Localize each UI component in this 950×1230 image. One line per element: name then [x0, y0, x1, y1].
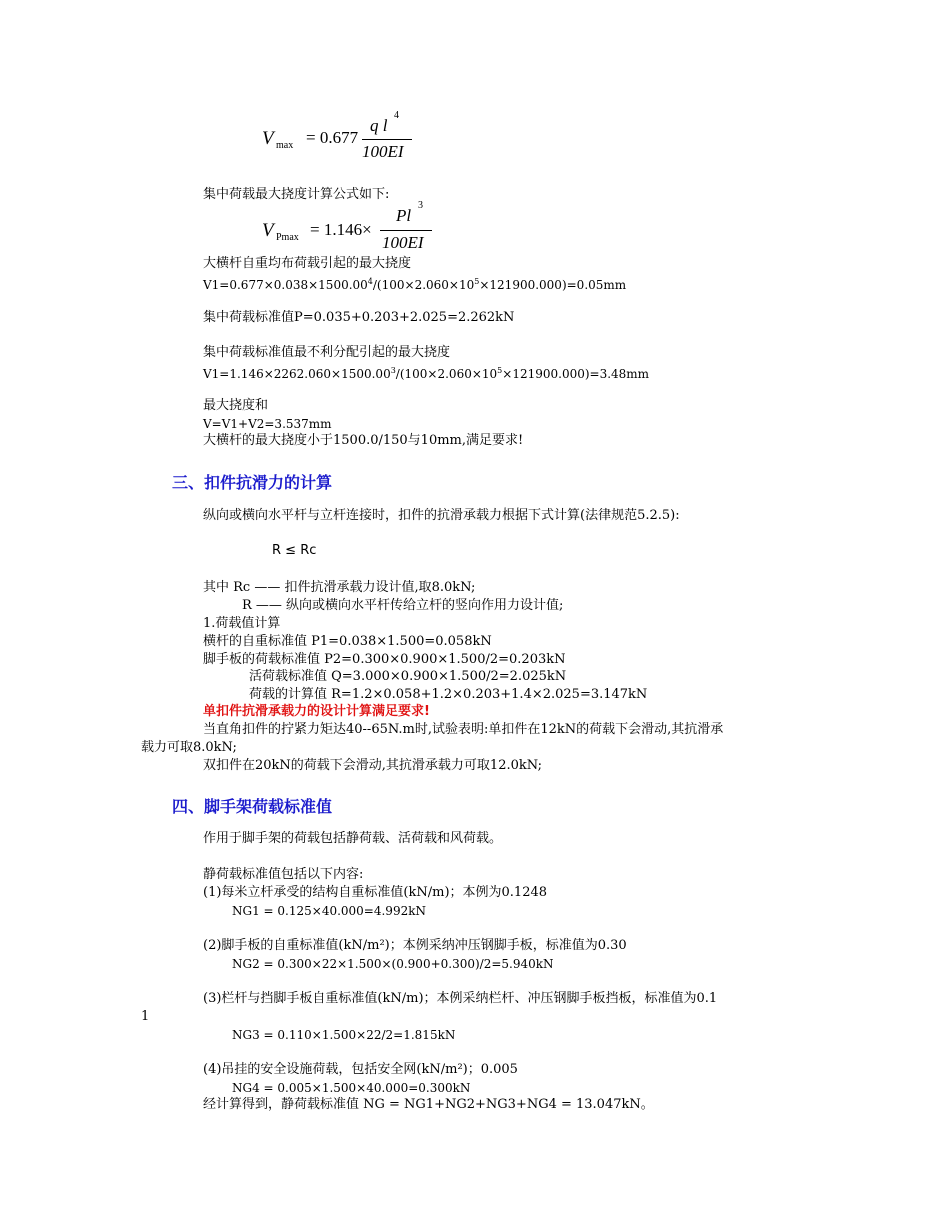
line-3b: /(100×2.060×10	[372, 278, 475, 292]
line-28: NG2 = 0.300×22×1.500×(0.900+0.300)/2=5.940kN	[232, 957, 554, 971]
section-4-heading: 四、脚手架荷载标准值	[172, 797, 333, 816]
line-6b: /(100×2.060×10	[395, 367, 498, 381]
line-1: 集中荷载最大挠度计算公式如下:	[203, 187, 390, 202]
line-2: 大横杆自重均布荷载引起的最大挠度	[203, 256, 412, 271]
vmax-coef: = 0.677	[306, 128, 359, 147]
line-5: 集中荷载标准值最不利分配引起的最大挠度	[203, 345, 451, 360]
line-25: (1)每米立杆承受的结构自重标准值(kN/m)；本例为0.1248	[203, 885, 548, 900]
line-33: NG4 = 0.005×1.500×40.000=0.300kN	[232, 1081, 471, 1095]
vmax-den: 100EI	[362, 142, 404, 161]
line-4: 集中荷载标准值P=0.035+0.203+2.025=2.262kN	[203, 310, 515, 325]
line-26: NG1 = 0.125×40.000=4.992kN	[232, 904, 426, 918]
vpmax-num-sup: 3	[418, 200, 423, 211]
vpmax-lhs-sub: Pmax	[276, 232, 299, 243]
line-6c: ×121900.000)=3.48mm	[502, 367, 650, 381]
line-17: 活荷载标准值 Q=3.000×0.900×1.500/2=2.025kN	[249, 669, 567, 684]
line-30: 1	[141, 1009, 150, 1024]
line-21: 载力可取8.0kN;	[141, 740, 237, 755]
vpmax-den: 100EI	[382, 233, 424, 252]
line-8: V=V1+V2=3.537mm	[203, 417, 332, 431]
line-15: 横杆的自重标准值 P1=0.038×1.500=0.058kN	[203, 634, 492, 649]
line-20: 当直角扣件的拧紧力矩达40--65N.m时,试验表明:单扣件在12kN的荷载下会滑动,其抗滑承	[203, 722, 724, 737]
line-13: R —— 纵向或横向水平杆传给立杆的竖向作用力设计值;	[242, 598, 564, 613]
vmax-lhs-sub: max	[276, 140, 294, 151]
line-14: 1.荷载值计算	[203, 616, 281, 631]
line-22: 双扣件在20kN的荷载下会滑动,其抗滑承载力可取12.0kN;	[203, 758, 543, 773]
line-29: (3)栏杆与挡脚手板自重标准值(kN/m)；本例采纳栏杆、冲压钢脚手板挡板，标准值为0.1	[203, 991, 718, 1006]
vmax-fraction-bar	[362, 139, 412, 140]
vmax-formula	[262, 110, 422, 166]
line-11: R ≤ Rc	[272, 543, 317, 558]
line-32: (4)吊挂的安全设施荷载，包括安全网(kN/m²)；0.005	[203, 1062, 518, 1077]
line-3c: ×121900.000)=0.05mm	[479, 278, 627, 292]
vpmax-num: Pl	[396, 206, 412, 225]
line-27: (2)脚手板的自重标准值(kN/m²)；本例采纳冲压钢脚手板，标准值为0.30	[203, 938, 627, 953]
vmax-num: q l	[370, 116, 388, 135]
line-7: 最大挠度和	[203, 398, 269, 413]
vmax-lhs: V	[262, 128, 274, 149]
line-19-conclusion: 单扣件抗滑承载力的设计计算满足要求!	[203, 704, 430, 719]
line-6: $V1=1.146\times 2262.060\times 1500.00^3/(100\times 2.060\times 10^5\times 121900.000)=3.48mm$	[203, 366, 650, 381]
line-16: 脚手板的荷载标准值 P2=0.300×0.900×1.500/2=0.203kN	[203, 652, 566, 667]
vpmax-lhs: V	[262, 220, 274, 241]
line-10: 纵向或横向水平杆与立杆连接时，扣件的抗滑承载力根据下式计算(法律规范5.2.5):	[203, 508, 680, 523]
section-3-heading: 三、扣件抗滑力的计算	[172, 473, 333, 492]
line-3: $V1=0.677\times 0.038\times 1500.00^4/(100\times 2.060\times 10^5\times 121900.000)=0.05mm$	[203, 277, 627, 292]
vmax-num-sup: 4	[394, 110, 399, 121]
line-6a: V1=1.146×2262.060×1500.00	[203, 367, 391, 381]
line-9: 大横杆的最大挠度小于1500.0/150与10mm,满足要求!	[203, 433, 524, 448]
line-31: NG3 = 0.110×1.500×22/2=1.815kN	[232, 1028, 456, 1042]
line-24: 静荷载标准值包括以下内容:	[203, 867, 364, 882]
line-18: 荷载的计算值 R=1.2×0.058+1.2×0.203+1.4×2.025=3.147kN	[249, 687, 648, 702]
vpmax-fraction-bar	[380, 230, 432, 231]
line-34: 经计算得到，静荷载标准值 NG = NG1+NG2+NG3+NG4 = 13.047kN。	[203, 1097, 654, 1112]
vpmax-formula	[262, 200, 462, 256]
line-12: 其中 Rc —— 扣件抗滑承载力设计值,取8.0kN;	[203, 580, 476, 595]
vpmax-coef: = 1.146×	[310, 220, 372, 239]
line-3a: V1=0.677×0.038×1500.00	[203, 278, 368, 292]
line-23: 作用于脚手架的荷载包括静荷载、活荷载和风荷载。	[203, 831, 503, 846]
